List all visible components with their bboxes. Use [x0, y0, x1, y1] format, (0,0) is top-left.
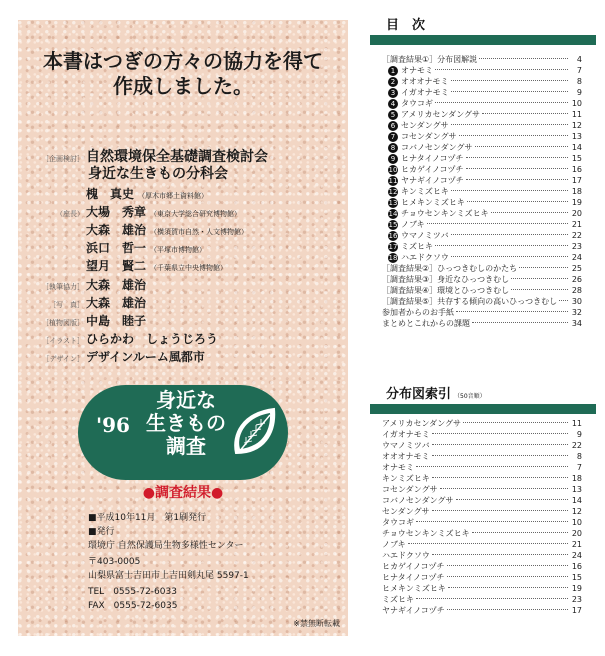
- entry-label: [382, 594, 414, 605]
- entry-text: センダングサ: [401, 121, 449, 130]
- toc-entry: [382, 76, 582, 87]
- entry-page: 8: [576, 452, 582, 461]
- toc-entry: [382, 142, 582, 153]
- entry-number-badge: 3: [388, 88, 398, 98]
- credit-row: [18, 312, 146, 329]
- entry-number-badge: 1: [388, 66, 398, 76]
- entry-text: キンミズヒキ: [401, 187, 449, 196]
- credit-row: [18, 330, 218, 347]
- member-affiliation: （厚木市郷土資料館）: [138, 192, 209, 200]
- leader-dots: [408, 542, 568, 544]
- leader-dots: [435, 244, 568, 246]
- entry-label: [382, 120, 449, 131]
- toc-entry: [382, 219, 582, 230]
- leader-dots: [472, 321, 568, 323]
- credit-role: ［写 真］: [49, 301, 84, 309]
- entry-number-badge: 5: [388, 110, 398, 120]
- entry-page: 20: [571, 209, 582, 218]
- entry-label: [382, 186, 449, 197]
- leader-dots: [456, 310, 568, 312]
- publication-line: TEL 0555-72-6033: [88, 587, 177, 597]
- entry-label: [382, 517, 414, 528]
- entry-page: 23: [571, 242, 582, 251]
- leader-dots: [447, 608, 568, 610]
- entry-text: ミズヒキ: [382, 595, 414, 604]
- toc-entry: [382, 572, 582, 583]
- entry-number-badge: 18: [388, 254, 398, 262]
- entry-text: ヤナギイノコヅチ: [382, 606, 445, 615]
- entry-page: 13: [571, 132, 582, 141]
- entry-text: ヒメキンミズヒキ: [382, 584, 446, 593]
- toc-entry: [382, 87, 582, 98]
- leaf-icon: [230, 405, 280, 459]
- entry-page: 15: [571, 154, 582, 163]
- entry-text: コセンダングサ: [401, 132, 457, 141]
- entry-number-badge: 9: [388, 154, 398, 164]
- entry-page: 22: [571, 231, 582, 240]
- toc-entry: [382, 186, 582, 197]
- entry-label: [382, 76, 449, 87]
- leader-dots: [435, 101, 568, 103]
- toc-entry: [382, 462, 582, 473]
- index-title: [370, 386, 596, 404]
- toc-entry: [382, 539, 582, 550]
- entry-label: [382, 252, 449, 263]
- entry-label: [382, 296, 557, 307]
- entry-number-badge: 12: [388, 188, 398, 196]
- entry-page: 17: [571, 176, 582, 185]
- entry-text: オオオナモミ: [382, 452, 430, 461]
- leader-dots: [448, 586, 568, 588]
- leader-dots: [416, 520, 568, 522]
- entry-number-badge: 14: [388, 210, 398, 218]
- entry-text: ミズヒキ: [401, 242, 433, 251]
- entry-text: タウコギ: [401, 99, 433, 108]
- entry-text: キンミズヒキ: [382, 474, 430, 483]
- entry-page: 18: [571, 187, 582, 196]
- badge-line-2: 生きもの: [146, 411, 226, 435]
- leader-dots: [466, 167, 568, 169]
- toc-title-bar: [370, 35, 596, 45]
- entry-label: [382, 109, 480, 120]
- leader-dots: [440, 487, 568, 489]
- entry-text: ［調査結果①］分布図解説: [382, 55, 478, 64]
- member-role: （座長）: [56, 210, 84, 218]
- member-name: 大森 雄治: [86, 223, 147, 237]
- publication-line: 山梨県富士吉田市上吉田剣丸尾 5597-1: [88, 571, 249, 581]
- entry-page: 28: [571, 286, 582, 295]
- leader-dots: [482, 112, 568, 114]
- leader-dots: [435, 68, 568, 70]
- leader-dots: [559, 299, 568, 301]
- survey-result-label: ●調査結果●: [142, 485, 224, 501]
- member-name: 望月 賢二: [86, 259, 147, 273]
- toc-header: [370, 17, 596, 45]
- index-title-text: 分布図索引: [386, 387, 452, 402]
- entry-page: 13: [571, 485, 582, 494]
- entry-text: ヒナタイノコヅチ: [401, 154, 464, 163]
- entry-label: [382, 440, 430, 451]
- entry-label: [382, 208, 489, 219]
- entry-text: ヤナギイノコヅチ: [401, 176, 464, 185]
- leader-dots: [432, 454, 568, 456]
- credit-name: 大森 雄治: [86, 278, 147, 292]
- leader-dots: [451, 255, 568, 257]
- leader-dots: [447, 575, 568, 577]
- entry-text: アメリカセンダングサ: [401, 110, 481, 119]
- entry-text: タウコギ: [382, 518, 414, 527]
- entry-page: 17: [571, 606, 582, 615]
- entry-text: ヒカゲイノコヅチ: [401, 165, 464, 174]
- entry-label: [382, 418, 461, 429]
- index-header: [370, 386, 596, 414]
- toc-entry: [382, 318, 582, 329]
- toc-entry: [382, 98, 582, 109]
- entry-page: 9: [576, 88, 582, 97]
- entry-text: ハエドクソウ: [401, 253, 449, 262]
- leader-dots: [451, 233, 568, 235]
- entry-number-badge: 17: [388, 243, 398, 251]
- toc-entry: [382, 164, 582, 175]
- credit-name: 大森 雄治: [86, 296, 147, 310]
- entry-page: 24: [571, 253, 582, 262]
- toc-entry: [382, 418, 582, 429]
- entry-text: ウマノミツバ: [382, 441, 430, 450]
- leader-dots: [466, 156, 568, 158]
- entry-page: 4: [576, 55, 582, 64]
- entry-label: [382, 87, 449, 98]
- entry-label: [382, 561, 445, 572]
- entry-number-badge: 2: [388, 77, 398, 87]
- index-title-bar: [370, 404, 596, 414]
- entry-label: [382, 175, 464, 186]
- entry-page: 21: [571, 220, 582, 229]
- entry-page: 12: [571, 507, 582, 516]
- subcommittee-name: 身近な生きもの分科会: [88, 166, 228, 182]
- toc-entry: [382, 54, 582, 65]
- credit-role: ［イラスト］: [42, 337, 84, 345]
- toc-entry: [382, 550, 582, 561]
- index-list: [382, 418, 582, 616]
- entry-label: [382, 528, 470, 539]
- entry-text: ヒナタイノコヅチ: [382, 573, 445, 582]
- entry-page: 7: [576, 463, 582, 472]
- toc-title: 目 次: [386, 18, 426, 33]
- entry-label: [382, 451, 430, 462]
- entry-page: 19: [571, 584, 582, 593]
- credit-row: [18, 276, 146, 293]
- entry-text: チョウセンキンミズヒキ: [382, 529, 470, 538]
- entry-number-badge: 4: [388, 99, 398, 109]
- entry-text: オナモミ: [401, 66, 433, 75]
- member-name: 浜口 哲一: [86, 241, 147, 255]
- toc-entry: [382, 65, 582, 76]
- toc-list: [382, 54, 582, 329]
- leader-dots: [519, 266, 568, 268]
- leader-dots: [451, 79, 568, 81]
- entry-text: ヒカゲイノコヅチ: [382, 562, 445, 571]
- entry-label: [382, 142, 473, 153]
- entry-page: 11: [571, 110, 582, 119]
- entry-page: 19: [571, 198, 582, 207]
- entry-label: [382, 429, 430, 440]
- leader-dots: [463, 421, 568, 423]
- entry-text: オオオナモミ: [401, 77, 449, 86]
- leader-dots: [466, 178, 568, 180]
- toc-entry: [382, 484, 582, 495]
- entry-label: [382, 98, 433, 109]
- publication-line: 環境庁 自然保護局生物多様性センター: [88, 541, 244, 551]
- entry-text: ウマノミツバ: [401, 231, 449, 240]
- credit-role: ［執筆協力］: [42, 283, 84, 291]
- leader-dots: [456, 498, 568, 500]
- toc-entry: [382, 197, 582, 208]
- toc-entry: [382, 307, 582, 318]
- entry-label: [382, 219, 425, 230]
- toc-entry: [382, 274, 582, 285]
- member-row: [18, 185, 208, 202]
- member-affiliation: （横須賀市自然・人文博物館）: [150, 228, 249, 236]
- member-name: 大場 秀章: [86, 205, 147, 219]
- toc-entry: [382, 109, 582, 120]
- entry-label: [382, 462, 414, 473]
- toc-entry: [382, 561, 582, 572]
- entry-page: 23: [571, 595, 582, 604]
- member-row: [18, 203, 241, 220]
- leader-dots: [427, 222, 568, 224]
- leader-dots: [432, 476, 568, 478]
- entry-page: 20: [571, 529, 582, 538]
- entry-page: 10: [571, 518, 582, 527]
- toc-entry: [382, 429, 582, 440]
- badge-year: '96: [96, 413, 130, 437]
- member-affiliation: （千葉県立中央博物館）: [150, 264, 228, 272]
- toc-entry: [382, 120, 582, 131]
- credit-role: ［植物図版］: [42, 319, 84, 327]
- entry-text: ハエドクソウ: [382, 551, 430, 560]
- credit-name: デザインルーム風都市: [86, 350, 205, 364]
- toc-entry: [382, 605, 582, 616]
- entry-page: 21: [571, 540, 582, 549]
- entry-label: [382, 539, 406, 550]
- toc-entry: [382, 473, 582, 484]
- entry-label: [382, 153, 464, 164]
- leader-dots: [451, 90, 568, 92]
- entry-page: 16: [571, 562, 582, 571]
- entry-number-badge: 13: [388, 199, 398, 207]
- member-affiliation: （平塚市博物館）: [150, 246, 207, 254]
- entry-label: [382, 307, 454, 318]
- toc-entry: [382, 583, 582, 594]
- toc-entry: [382, 528, 582, 539]
- entry-text: オナモミ: [382, 463, 414, 472]
- entry-number-badge: 15: [388, 221, 398, 229]
- toc-entry: [382, 208, 582, 219]
- entry-label: [382, 484, 438, 495]
- entry-text: 参加者からのお手紙: [382, 308, 454, 317]
- entry-label: [382, 605, 445, 616]
- entry-label: [382, 550, 430, 561]
- toc-entry: [382, 451, 582, 462]
- toc-entry: [382, 252, 582, 263]
- toc-entry: [382, 263, 582, 274]
- entry-text: ［調査結果⑤］共存する傾向の高いひっつきむし: [382, 297, 558, 306]
- credit-name: 中島 睦子: [86, 314, 147, 328]
- toc-entry: [382, 285, 582, 296]
- leader-dots: [467, 200, 568, 202]
- entry-page: 30: [571, 297, 582, 306]
- leader-dots: [432, 509, 568, 511]
- entry-page: 26: [571, 275, 582, 284]
- entry-text: イガオナモミ: [401, 88, 449, 97]
- colophon-panel: [18, 20, 348, 636]
- entry-number-badge: 16: [388, 232, 398, 240]
- leader-dots: [511, 288, 568, 290]
- entry-label: [382, 495, 454, 506]
- leader-dots: [475, 145, 568, 147]
- entry-page: 16: [571, 165, 582, 174]
- survey-badge: [78, 385, 288, 480]
- entry-page: 12: [571, 121, 582, 130]
- member-name: 槐 真史: [86, 187, 135, 201]
- toc-entry: [382, 153, 582, 164]
- entry-text: コバノセンダングサ: [382, 496, 454, 505]
- entry-text: ノブキ: [382, 540, 406, 549]
- entry-label: [382, 263, 517, 274]
- committee-name: 自然環境保全基礎調査検討会: [86, 149, 268, 165]
- acknowledgement-line-1: 本書はつぎの方々の協力を得て: [43, 49, 323, 73]
- entry-text: コバノセンダングサ: [401, 143, 473, 152]
- committee-tag: ［企画検討］: [42, 155, 84, 163]
- entry-page: 9: [576, 430, 582, 439]
- leader-dots: [432, 432, 568, 434]
- entry-label: [382, 230, 449, 241]
- leader-dots: [451, 189, 568, 191]
- leader-dots: [459, 134, 568, 136]
- credit-role: ［デザイン］: [42, 355, 84, 363]
- entry-page: 15: [571, 573, 582, 582]
- entry-page: 14: [571, 143, 582, 152]
- entry-number-badge: 8: [388, 143, 398, 153]
- entry-page: 18: [571, 474, 582, 483]
- leader-dots: [416, 597, 568, 599]
- entry-label: [382, 318, 470, 329]
- entry-label: [382, 131, 457, 142]
- toc-entry: [382, 230, 582, 241]
- entry-text: ノブキ: [401, 220, 425, 229]
- entry-page: 24: [571, 551, 582, 560]
- leader-dots: [451, 123, 568, 125]
- entry-label: [382, 241, 433, 252]
- leader-dots: [511, 277, 568, 279]
- entry-page: 14: [571, 496, 582, 505]
- entry-number-badge: 7: [388, 132, 398, 142]
- entry-text: センダングサ: [382, 507, 430, 516]
- entry-text: まとめとこれからの課題: [382, 319, 470, 328]
- entry-label: [382, 583, 446, 594]
- contents-panel: [370, 0, 596, 656]
- member-row: [18, 221, 248, 238]
- entry-text: ［調査結果④］環境とひっつきむし: [382, 286, 510, 295]
- entry-label: [382, 164, 464, 175]
- entry-page: 11: [571, 419, 582, 428]
- entry-label: [382, 274, 509, 285]
- entry-page: 7: [576, 66, 582, 75]
- entry-page: 8: [576, 77, 582, 86]
- entry-page: 25: [571, 264, 582, 273]
- entry-text: アメリカセンダングサ: [382, 419, 462, 428]
- leader-dots: [447, 564, 568, 566]
- entry-text: ［調査結果③］身近なひっつきむし: [382, 275, 510, 284]
- entry-label: [382, 473, 430, 484]
- leader-dots: [432, 443, 568, 445]
- publication-line: ■平成10年11月 第1刷発行: [88, 513, 207, 523]
- entry-page: 10: [571, 99, 582, 108]
- acknowledgement-line-2: 作成しました。: [113, 74, 253, 98]
- entry-text: コセンダングサ: [382, 485, 438, 494]
- toc-entry: [382, 495, 582, 506]
- entry-text: ［調査結果②］ひっつきむしのかたち: [382, 264, 518, 273]
- toc-entry: [382, 175, 582, 186]
- toc-entry: [382, 131, 582, 142]
- toc-entry: [382, 440, 582, 451]
- entry-label: [382, 506, 430, 517]
- toc-entry: [382, 296, 582, 307]
- credit-row: [18, 294, 146, 311]
- entry-text: チョウセンキンミズヒキ: [401, 209, 489, 218]
- member-row: [18, 257, 227, 274]
- toc-entry: [382, 594, 582, 605]
- publication-line: ■発行: [88, 527, 115, 537]
- leader-dots: [491, 211, 568, 213]
- entry-page: 22: [571, 441, 582, 450]
- index-title-note: （50音順）: [454, 393, 486, 400]
- entry-label: [382, 197, 465, 208]
- entry-number-badge: 10: [388, 166, 398, 174]
- entry-page: 32: [571, 308, 582, 317]
- publication-line: FAX 0555-72-6035: [88, 601, 178, 611]
- publication-line: 〒403-0005: [88, 557, 141, 567]
- entry-text: ヒメキンミズヒキ: [401, 198, 465, 207]
- copyright-notice: ※禁無断転載: [293, 619, 340, 628]
- toc-entry: [382, 517, 582, 528]
- badge-line-3: 調査: [166, 434, 206, 458]
- entry-label: [382, 65, 433, 76]
- badge-line-1: 身近な: [156, 388, 216, 412]
- toc-entry: [382, 241, 582, 252]
- member-affiliation: （東京大学総合研究博物館）: [150, 210, 242, 218]
- leader-dots: [416, 465, 568, 467]
- leader-dots: [432, 553, 568, 555]
- toc-entry: [382, 506, 582, 517]
- leader-dots: [479, 57, 568, 59]
- entry-label: [382, 285, 509, 296]
- entry-text: イガオナモミ: [382, 430, 430, 439]
- entry-page: 34: [571, 319, 582, 328]
- entry-number-badge: 6: [388, 121, 398, 131]
- leader-dots: [472, 531, 568, 533]
- credit-name: ひらかわ しょうじろう: [86, 332, 219, 346]
- entry-number-badge: 11: [388, 177, 398, 185]
- entry-label: [382, 54, 477, 65]
- member-row: [18, 239, 206, 256]
- credit-row: [18, 348, 205, 365]
- entry-label: [382, 572, 445, 583]
